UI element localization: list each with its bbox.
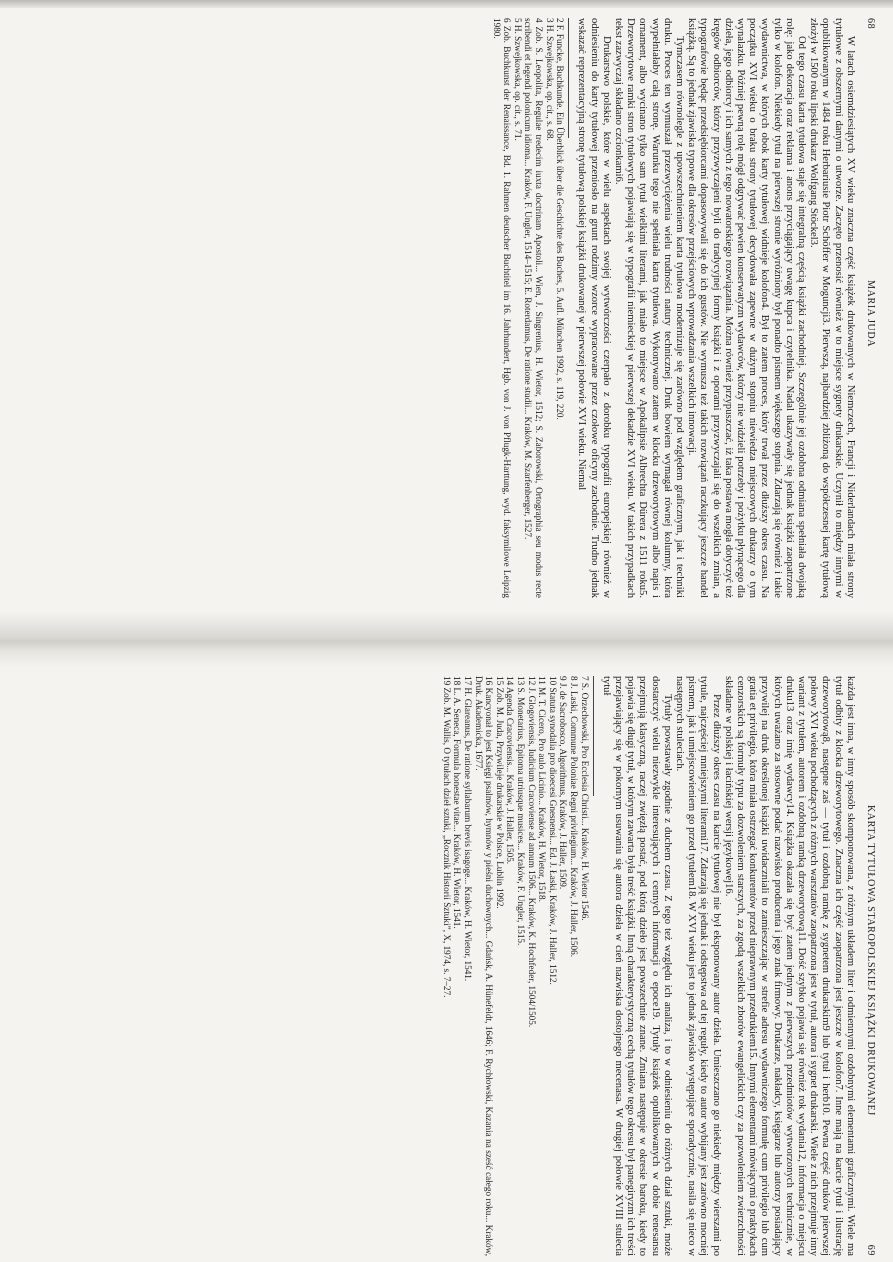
footnote: 9 J. de Sacrobosco, Algorithmus, Kraków, J. Haller, 1509. xyxy=(558,676,569,890)
footnote: 19 Zob. M. Wallis, O tytułach dzieł sztuki, „Rocznik Historii Sztuki”, X, 1974, s. 7–27. xyxy=(441,676,452,998)
paragraph: Przez dłuższy okres czasu na karcie tytułowej nie był eksponowany autor dzieła. Umieszczano go niekiedy między wierszami po tytule, najczęściej mniejszymi literami17. Zdarzają się jednak i odstępstwa od tej reguły, kiedy to autor wybijany jest zarówno mocniej pismem, jak i umiejscowieniem go przed tytułem18. W XVI wieku jest to jednak zjawisko występujące sporadycznie, nasila się nieco w następnych stuleciach. xyxy=(673,676,722,1256)
book-gutter-shadow xyxy=(0,612,893,668)
footnotes xyxy=(441,676,589,1256)
footnote: 4 Zob. S. Leopolita, Regulae tredecim iuxta doctrinam Apostoli... Wien, J. Singrenius, H. Wietor, 1512; S. Zaborowski, Ortographia seu modus recte scribendi et legendi polonicum idioma... Kraków, F. Ungler, 1514–1515; E. Roterdamus, De ratione studii... Kraków, M. Szarfenberger, 1527. xyxy=(523,18,544,598)
footnote: 7 S. Orzechowski, Pro Ecclesia Christi... Kraków, H. Wietor 1546. xyxy=(579,676,590,921)
paragraph: Tytuły powstawały zgodnie z duchem czasu. Z tego też względu ich analiza, i to w odniesieniu do różnych dział sztuki, może dostarczyć wielu niezwykle interesujących i cennych informacji o epoce19. Tytuły książek opublikowanych w dobie renesansu przejmują klasyczną, raczej zwięzłą postać, pod którą dzieło jest powszechnie znane. Zmiana następuje w okresie baroku, kiedy to pojawia się długi tytuł, w którym zawarta była treść książki. Inną charakterystyczną cechą tytułów tego okresu był panegiryzm ich treści przejawiający się w pokornym usuwaniu się autora dzieła w cień nazwiska dostojnego mecenasa. W drugiej połowie XVIII stulecia tytuł xyxy=(600,676,673,1256)
paragraph: każda jest inna, w inny sposób skomponowana, z różnym układem liter i odmiennymi ozdobnymi elementami graficznymi. Wiele ma tytuł odbity z klocka drzeworytowego. Znaczna ich część zaopatrzona jest jeszcze w kolofon7. Inne mają na karcie tytuł i ilustrację drzeworytową8, następne zaś — tytuł i ozdobną ramkę z sygnetem drukarskim9 lub tytuł i herb10. Pewna część druków pierwszej połowy XVI wieku pochodzących z różnych warsztatów zaopatrzona jest w tytuł, autora i sygnet drukarski. Wiele z nich przejmuje inny wariant z tytułem, autorem i ozdobną ramką drzeworytową11. Dość szybko pojawia się również rok wydania12, informacja o miejscu druku13 oraz imię wydawcy14. Książka okazała się być zatem jednym z pierwszych przedmiotów wytworzonych technicznie, w których uważano za stosowne podać nazwisko producenta i jego znak firmowy. Drukarze, nakładcy, księgarze lub autorzy posiadający przywilej na druk określonej książki uwidaczniali to zamieszczając w strefie adresu wydawniczego formułę cum privilegio lub cum gratia et privilegio, która miała ostrzegać konkurentów przed nieprawnym przedrukiem15. Innymi elementami mówiącymi o praktykach cenzorskich są formuły typu za dozwoleniem starszych, za zgodą wszelkich zborów ewangelickich czy za pozwoleniem zwierzchności składane w polskiej i łacińskiej wersji językowej16. xyxy=(722,676,856,1256)
footnote: 16 Kancyonał to jest Księgi psalmów, hymnów y pieśni duchownych... Gdańsk, A. Hünefeldt, 1646; F. Rychłowski, Kazania na sześć całego roku... Kraków, Druk. Akademicka, 1677. xyxy=(473,676,495,1256)
paragraph: W latach osiemdziesiątych XV wieku znaczna część książek drukowanych w Niemczech, Francji i Niderlandach miała strony tytułowe z obszernymi danymi o utworze. Zaczęto przenosić również w to miejsce sygnety drukarskie. Uczynił to między innymi w opublikowanym w 1484 roku Herbariusie Piotr Schöffer w Moguncji3. Pierwszą, najbardziej zbliżoną do współczesnej kartę tytułową złożył w 1500 roku lipski drukarz Wolfgang Stöckel3. xyxy=(808,18,856,598)
book-page-68 xyxy=(0,18,893,598)
running-head-title: MARIA JUDA xyxy=(865,280,876,348)
footnote: 12 J. Glogoviensis, Iudicium Cracoviense ad annum 1506... Kraków, K. Hochfeder, 1504/1505. xyxy=(526,676,537,1028)
page-body xyxy=(575,18,856,598)
book-page-69 xyxy=(0,676,893,1256)
running-head xyxy=(864,18,876,598)
footnote: 10 Statuta synodalia pro dioecesi Gnesnensi... Ed. J. Łaski, Kraków, J. Haller, 1512. xyxy=(547,676,558,985)
footnote: 3 H. Szwejkowska, op. cit., s. 68. xyxy=(544,18,555,141)
footnote-rule xyxy=(568,18,569,138)
footnotes xyxy=(491,18,565,598)
page-number: 69 xyxy=(865,1244,876,1256)
footnote: 5 H. Szwejkowska, op. cit., s. 71. xyxy=(512,18,523,141)
paragraph: Od tego czasu karta tytułowa staje się integralną częścią książki zachodniej. Szczególnie jej ozdobna odmiana spełniała dwojaką rolę: jako dekoracja oraz reklama i anons przyciągający uwagę kupca i czytelnika. Nadal ukazywały się jednak książki zaopatrzone tylko w kolofon. Niekiedy tytuł na pierwszej stronie wyróżniony był ponadto pismem większego stopnia. Zdarzają się również i takie wydawnictwa, w których obok karty tytułowej widnieje kolofon4. Był to zatem proces, który trwał przez dłuższy okres czasu. Na początku XVI wieku o braku strony tytułowej decydowała zapewne w dużym stopniu niewiedza miejscowych drukarzy o tym wynalazku. Później pewną rolę mógł odgrywać pewien konserwatyzm wydawców, którzy nie widzieli potrzeby i pożytku płynącego dla dzieła, jego odbiorcy i ich samych z tego nowatorskiego rozwiązania. Można również przypuszczać, iż taka postawa mogła dotyczyć też kręgów odbiorców, którzy przyzwyczajeni byli do tradycyjnej formy książki i z oporami przyzwyczajali się do wszelkich zmian, a typografowie będąc przedsiębiorcami dopasowywali się do ich gustów. Nie wymusza też takich rozwiązań raczkujący jeszcze handel książką. Są to jednak zjawiska typowe dla okresów przejściowych wprowadzania wszelkich innowacji. xyxy=(686,18,807,598)
running-head-title: KARTA TYTUŁOWA STAROPOLSKIEJ KSIĄŻKI DRUKOWANEJ xyxy=(865,804,876,1116)
footnote: 6 Zob. Buchkunst der Renaissance, Bd. 1. Rahmen deutscher Buchtitel im 16. Jahrhundert, Hgb. von J. von Pflugk-Harttung, wyd. faksymilowe Leipzig 1980. xyxy=(491,18,513,598)
footnote: 11 M. T. Cicero, Pro aulo Licinio... Kraków, H. Wietor, 1518. xyxy=(537,676,548,902)
footnote: 15 Zob. M. Juda, Przywileje drukarskie w Polsce, Lublin 1992. xyxy=(494,676,505,909)
page-68-content xyxy=(16,18,876,598)
paragraph: Tymczasem równolegle z upowszechnieniem karta tytułowa modernizuje się zarówno pod względem graficznym, jak i techniki druku. Proces ten wymuszał przezwyciężenia wielu trudności natury technicznej. Druk bowiem wymagał równej kolumny, która wypełniałaby całą stronę. Warunku tego nie spełniała karta tytułowa. Wykonywano zatem w klocku drzeworytowym albo napis i ornament, albo wycinano tylko sam tytuł wielkimi literami, jak miało to miejsce w Apokalipsie Albrechta Dürera z 1511 roku5. Drzeworytowe ramki stron tytułowych pojawiają się w typografii niemieckiej w pierwszej dekadzie XVI wieku. W takich przypadkach tekst zazwyczaj składano czcionkami6. xyxy=(612,18,685,598)
footnote-rule xyxy=(593,676,594,796)
footnote: 17 H. Glareanus, De ratione syllabarum brevis isagoge... Kraków, H. Wietor, 1541. xyxy=(463,676,473,982)
scan-edge xyxy=(0,0,893,8)
page-69-content xyxy=(16,676,876,1256)
footnote: 8 J. Laski, Commune Poloniae Regni privilegium... Kraków, J. Haller, 1506. xyxy=(568,676,579,958)
paragraph: Drukarstwo polskie, które w wielu aspektach swojej wytwórczości czerpało z dorobku typografii europejskiej również w odniesieniu do karty tytułowej przeniosło na grunt rodzimy wzorce wypracowane przez czołowe oficyny zachodnie. Trudno jednak wskazać reprezentacyjną stronę tytułową polskiej książki drukowanej w pierwszej połowie XVI wieku. Niemal xyxy=(576,18,612,598)
footnote: 2 F. Funcke, Buchkunde. Ein Überblick über die Geschichte des Buches, 5. Aufl. München 1992, s. 119, 220. xyxy=(555,18,566,420)
running-head xyxy=(864,676,876,1256)
footnote: 14 Agenda Cracoviensis... Kraków, J. Haller, 1505. xyxy=(505,676,516,865)
page-body xyxy=(600,676,856,1256)
footnote: 18 L. A. Seneca, Formula honestae vitae... Kraków, H. Wietor, 1541. xyxy=(452,676,463,929)
footnote: 13 S. Monetarius, Epitoma utriusque musices... Kraków, F. Ungler, 1515. xyxy=(515,676,526,946)
page-number: 68 xyxy=(865,18,876,30)
